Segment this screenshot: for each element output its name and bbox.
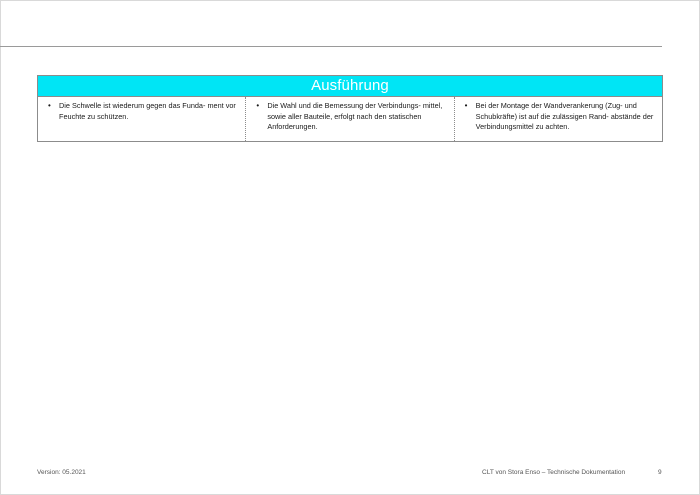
execution-item-text: Bei der Montage der Wandverankerung (Zug- und Schubkräfte) ist auf die zulässigen Rand- abstände der Verbindungsmittel zu achten. <box>475 101 654 131</box>
bullet-icon: • <box>464 101 468 110</box>
execution-item <box>245 97 453 141</box>
execution-table-title: Ausführung <box>38 76 662 96</box>
execution-item <box>38 97 245 141</box>
execution-item-text: Die Wahl und die Bemessung der Verbindungs- mittel, sowie aller Bauteile, erfolgt nach den statischen Anforderungen. <box>267 101 443 131</box>
execution-table-row <box>38 96 662 141</box>
bullet-icon: • <box>48 101 51 110</box>
bullet-icon: • <box>256 101 260 110</box>
footer-page-number: 9 <box>658 469 662 476</box>
execution-item <box>454 97 662 141</box>
execution-table <box>37 75 663 142</box>
execution-item-text: Die Schwelle ist wiederum gegen das Funda- ment vor Feuchte zu schützen. <box>59 101 236 121</box>
footer-version: Version: 05.2021 <box>37 469 86 476</box>
footer-document-title: CLT von Stora Enso – Technische Dokumentation <box>482 469 626 476</box>
header-divider <box>0 46 662 47</box>
